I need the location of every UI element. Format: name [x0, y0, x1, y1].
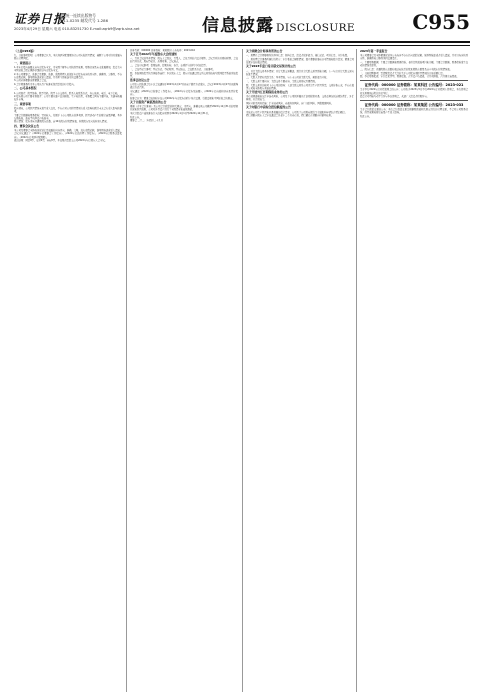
notice-code-line: 证券代码：000000 证券简称：某某集团 公告编号：2023-033 [364, 102, 464, 107]
article-heading: 监事会决议公告 [130, 77, 150, 82]
column-2 [130, 49, 238, 692]
article-columns [14, 49, 470, 692]
article-paragraph: 投资者可登陆互动平台参与本次说明会，欢迎广大投资者积极参与。 [360, 95, 429, 99]
column-separator [242, 49, 243, 692]
article-paragraph: 股东情况：报告期末普通股股东总数、前10名股东持股情况表、控股股东及实际控制人情况。 [14, 120, 109, 124]
article-paragraph: 一、日常关联交易基本情况：日常关联交易概述、预计日常关联交易类别和金额、上一年度日常关联交易实际发生情况。 [246, 69, 354, 76]
article-paragraph: 为满足公司生产经营和业务发展的资金需求，公司及子公司拟向银行等金融机构申请综合授信额度。 [246, 110, 348, 114]
article-heading: 二、公司基本情况 [14, 86, 37, 91]
article-paragraph: 为有效规避和防范汇率波动风险，公司及子公司拟开展外汇套期保值业务，交易品种包括远期结售汇、外汇掉期、外汇期权等。 [246, 95, 354, 102]
article-paragraph: 主要会计数据和财务指标：营业收入、归属于上市公司股东的净利润、经营活动产生的现金流量净额、基本每股收益、加权平均净资产收益率。 [14, 113, 122, 120]
issue-date-line: 2023年4月29日 星期六 电话 010-83251730 E-mail:zqrb9@zqrb.sina.net [14, 27, 140, 31]
article-heading: 2023年第一季度报告 [360, 49, 388, 54]
article-paragraph: 4.会计师事务所为本公司出具了标准无保留意见的审计报告。 [14, 83, 76, 87]
article-heading: 三、重要事项 [14, 101, 31, 106]
article-paragraph: 一、拟聘任会计师事务所的基本信息：机构信息、投资者保护能力、诚信记录、项目信息、审计收费。 [246, 54, 350, 58]
article-heading: 关于计提资产减值准备的公告 [130, 99, 167, 104]
article-paragraph: 授信期限自股东大会审议通过之日起十二个月内有效，授信额度在期限内可循环使用。 [246, 114, 334, 118]
article-paragraph: 董事会 二〇二三年四月二十九日 [130, 119, 163, 123]
article-paragraph: 本次计提资产减值准备计入的报告期间为2022年1月1日至2022年12月31日。 [130, 111, 211, 115]
article-paragraph: 一、主要财务数据：主要会计数据和财务指标、非经常性损益项目和金额、主要会计数据、财务指标发生变动的情况及原因。 [360, 61, 468, 68]
article-paragraph: 1.公司简介：股票简称、股票代码、股票上市交易所、联系人和联系方式、办公地址、电话、电子信箱。 [14, 91, 120, 95]
article-paragraph: 四、关联交易目的和对上市公司的影响：上述关联交易系公司正常生产经营所需，交易价格公允，不存在损害公司和全体股东利益的情形。 [246, 83, 354, 90]
article-paragraph: 特此公告。 [360, 115, 372, 119]
section-title-en: DISCLOSURE [276, 22, 355, 34]
article-paragraph: 2.报告期公司主要业务简介：公司主要从事产品的研发、生产和销售，业务覆盖国内主要区域，并逐步拓展海外市场。 [14, 95, 122, 102]
masthead-rule-thin [14, 45, 470, 46]
article-heading: 关于向银行申请综合授信额度的公告 [246, 105, 291, 110]
article-paragraph: 本公司及董事会全体成员保证信息披露的内容真实、准确、完整，没有虚假记载、误导性陈述或重大遗漏。 [14, 128, 122, 132]
column-4 [360, 49, 468, 692]
page-number: C955 [412, 10, 470, 34]
article-paragraph: 二、拟续聘会计事务所履行的程序：审计委员会履职情况、独立董事的事前认可情况和独立意见、董事会对议案审议和表决情况。 [246, 58, 354, 65]
article-paragraph: 表决结果：同意9票，反对0票，弃权0票。本议案尚需提交公司2022年年度股东大会审议。 [14, 139, 107, 143]
article-heading: 关于2023年度日常关联交易预计的公告 [246, 64, 296, 69]
article-paragraph: 三、关联交易主要内容：关联交易主要内容、关联交易协议签署情况。 [246, 80, 318, 84]
article-paragraph: 证券代码：000000 证券简称：某某股份 公告编号：2023-016 [130, 49, 195, 52]
article-paragraph: 风险分析及风控措施：汇率波动风险、内部控制风险、客户违约风险、回款预测风险。 [246, 102, 334, 106]
article-paragraph: 九、其他事项说明：公司董事会认为，本次利润分配预案符合公司实际经营情况，兼顾了公司可持续发展与股东合理回报。 [14, 54, 122, 61]
column-3 [246, 49, 354, 692]
article-paragraph: 二、关联人介绍和关联关系：基本情况、与上市公司的关联关系、履约能力分析。 [246, 76, 329, 80]
article-heading: 一、重要提示 [14, 60, 31, 65]
section-title [202, 11, 355, 36]
column-separator [126, 49, 127, 692]
article-paragraph: 四、季度财务报表：审计意见类型、财务报表、合并资产负债表、合并利润表、合并现金流量表。 [360, 75, 459, 79]
section-title-cn: 信息披露 [202, 16, 274, 36]
article-paragraph: 三、会议登记等事项：登记方式、登记时间、登记地点、会议联系方式、其他事项。 [130, 67, 215, 71]
section-divider [360, 100, 468, 101]
article-paragraph: 三、其他提醒事项：需提醒投资者关注的关于公司报告期经营情况的其他重要信息。 [360, 71, 445, 75]
publication-meta-line-2: CN11-0235 邮发代号 1-286 [58, 18, 108, 23]
article-paragraph: 3.公司全体董事出席董事会会议。 [14, 79, 49, 83]
publication-meta-line-1: 国内统一连续出版物号 [58, 13, 96, 18]
article-paragraph: 关于会计政策变更的公告：本次会计政策变更是根据财政部相关规定进行的合理变更，不会对公司财务状况、经营成果和现金流量产生重大影响。 [360, 108, 468, 115]
column-1 [14, 49, 122, 692]
article-paragraph: 2.本公司董事会、监事会及董事、监事、高级管理人员保证年度报告内容的真实性、准确性、完整性，不存在虚假记载、误导性陈述或重大遗漏，并承担个别和连带的法律责任。 [14, 72, 122, 79]
article-paragraph: 审议通过《2022年度监事会工作报告》、《2022年年度报告及摘要》、《2022年度内部控制自我评价报告》。 [130, 89, 238, 96]
article-paragraph: 一、召开会议的基本情况：股东大会届次、召集人、会议召开的合法合规性、会议召开的日期和时间、会议的召开方式、股权登记日、出席对象、会议地点。 [130, 57, 238, 64]
article-paragraph: 二、会议审议事项：提案编码、提案名称、备注、该列打勾的栏目可以投票。 [130, 64, 209, 68]
article-paragraph: 会议审议通过了《2022年度董事会工作报告》、《2022年度总经理工作报告》、《2022年度财务决算报告》、《2022年度利润分配预案》。 [14, 132, 122, 139]
column-separator [356, 49, 357, 692]
masthead-rule-thick [14, 41, 470, 43]
article-paragraph: 关于举行2022年度业绩说明会的公告：公司将于2023年5月举行2022年度业绩网上说明会，本次说明会将采用网络远程的方式举行。 [360, 88, 468, 95]
article-heading: 关于开展外汇套期保值业务的公告 [246, 90, 288, 95]
article-paragraph: 根据《企业会计准则》及公司会计政策的相关规定，为真实、准确反映公司截至2022年12月31日的财务状况和经营成果，公司对各类资产进行了全面清查和减值测试。 [130, 105, 238, 112]
article-paragraph: 二、股东信息：普通股股东总数和表决权恢复的优先股股东数量及前十名股东持股情况表。 [360, 67, 452, 71]
article-paragraph: 四、参加网络投票的具体操作流程：本次股东大会，股东可以通过深交所交易系统和互联网投票系统参加投票。 [130, 71, 238, 78]
masthead [14, 8, 470, 44]
article-heading: （上接C954版） [14, 49, 36, 54]
section-divider [360, 80, 468, 81]
article-heading: 关于续聘会计师事务所的公告 [246, 49, 283, 54]
article-heading: 关于召开2022年年度股东大会的通知 [130, 52, 177, 57]
publication-meta [58, 13, 108, 23]
article-paragraph: 监事会认为：董事会编制和审议公司2022年年度报告的程序符合法律、行政法规和中国证监会的规定。 [130, 96, 235, 100]
article-paragraph: 报告期内，公司经营情况未发生重大变化，不存在对公司经营情况有重大影响和预计未来会有重大影响的事项。 [14, 106, 122, 113]
notice-code-line: 证券代码：000000 证券简称：某某科技 公告编号：2023-021 [364, 83, 464, 88]
article-heading: 四、董事会决议公告 [14, 123, 40, 128]
article-paragraph: 特此公告。 [130, 115, 142, 119]
article-paragraph: 公司第八届监事会第十次会议通知于2023年4月17日以电子邮件方式发出，会议于2023年4月27日以现场表决方式召开。 [130, 83, 238, 90]
article-paragraph: 本公司董事会及全体董事保证本公告内容不存在任何虚假记载、误导性陈述或者重大遗漏，并对其内容的真实性、准确性和完整性承担法律责任。 [360, 54, 468, 61]
newspaper-brand [14, 10, 214, 42]
newspaper-logo: 证券日报 [14, 12, 67, 26]
article-paragraph: 1.本年度报告摘要来自年度报告全文，为全面了解本公司的经营成果、财务状况及未来发展规划，投资者应当到证监会指定媒体仔细阅读年度报告全文。 [14, 65, 122, 72]
